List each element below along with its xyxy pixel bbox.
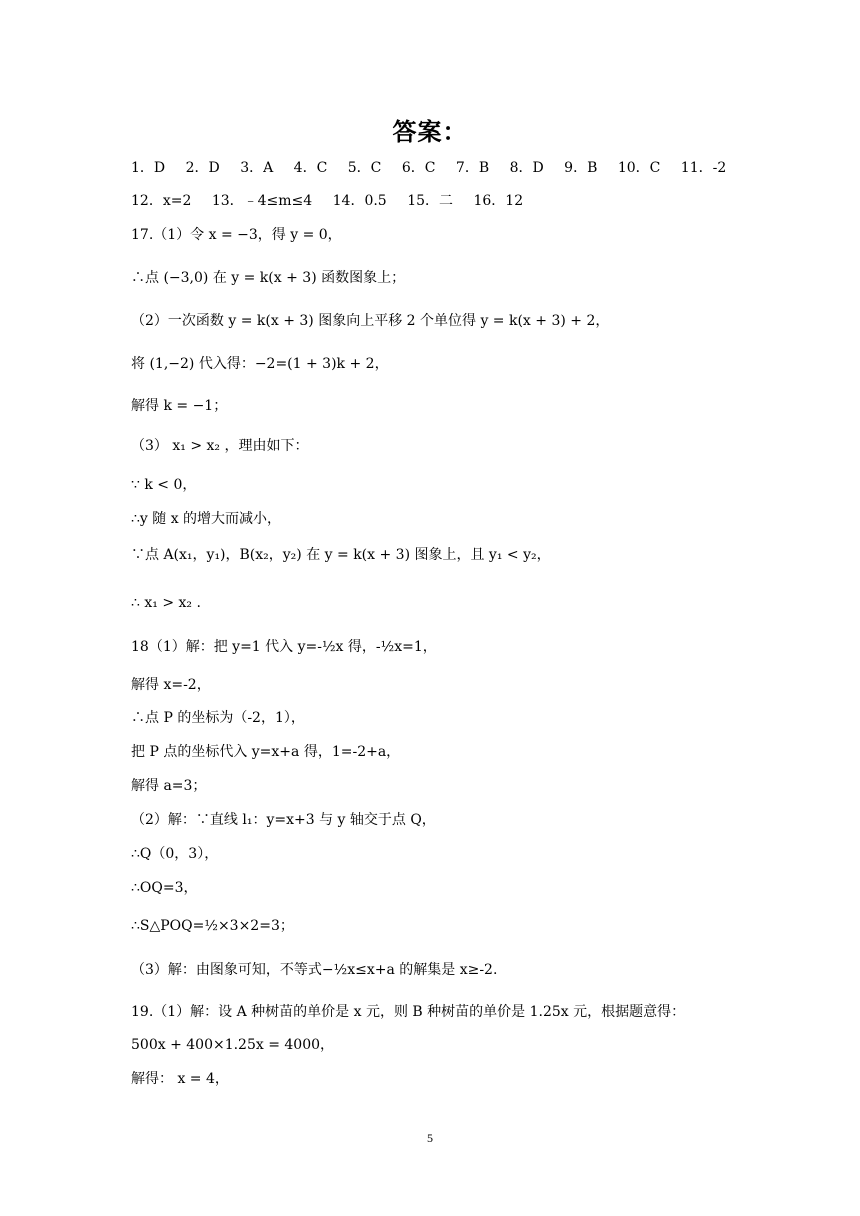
body-line: 18（1）解：把 y=1 代入 y=-½x 得，-½x=1， (131, 639, 437, 655)
answer-item: 3．A (240, 160, 274, 176)
answer-item: 10．C (617, 160, 661, 176)
answer-item: 16．12 (473, 193, 524, 209)
answer-item: 6．C (401, 160, 436, 176)
body-line: ∴S△POQ=½×3×2=3； (131, 918, 294, 934)
body-line: ∴点 P 的坐标为（-2，1）， (131, 710, 305, 726)
answer-item: 4．C (293, 160, 328, 176)
body-line: 解得 x=-2， (131, 677, 211, 693)
body-line: ∴y 随 x 的增大而减小， (131, 511, 282, 527)
body-line: （3） x₁ > x₂ ，理由如下： (131, 438, 309, 454)
answer-item: 11．-2 (680, 160, 727, 176)
body-line: （2）解：∵直线 l₁：y=x+3 与 y 轴交于点 Q， (131, 812, 436, 828)
answer-item: 15．二 (407, 193, 454, 209)
page-title: 答案： (392, 118, 468, 146)
answer-item: 8．D (509, 160, 544, 176)
answer-item: 5．C (347, 160, 382, 176)
body-line: （2）一次函数 y = k(x + 3) 图象向上平移 2 个单位得 y = k(x + 3) + 2， (131, 313, 610, 329)
answers-row-2 (131, 192, 523, 210)
body-line: ∴ x₁ > x₂ . (131, 595, 201, 611)
answer-item: 9．B (564, 160, 598, 176)
body-line: ∵ k < 0， (131, 477, 197, 493)
body-line: 解得 a=3； (131, 778, 207, 794)
answer-item: 2．D (185, 160, 220, 176)
body-line: 19.（1）解：设 A 种树苗的单价是 x 元，则 B 种树苗的单价是 1.25x 元，根据题意得： (131, 1004, 686, 1020)
body-line: ∵点 A(x₁，y₁)，B(x₂，y₂) 在 y = k(x + 3) 图象上，且 y₁ < y₂， (131, 547, 551, 563)
body-line: （3）解：由图象可知，不等式−½x≤x+a 的解集是 x≥-2. (131, 962, 498, 978)
body-line: ∴Q（0，3）， (131, 846, 219, 862)
answer-item: 7．B (455, 160, 490, 176)
body-line: ∴点 (−3,0) 在 y = k(x + 3) 函数图象上； (131, 270, 406, 286)
answer-item: 12．x=2 (131, 193, 192, 209)
body-line: 17.（1）令 x = −3，得 y = 0， (131, 227, 342, 243)
body-line: 解得 k = −1； (131, 398, 228, 414)
page-number: 5 (427, 1131, 433, 1145)
body-line: ∴OQ=3， (131, 880, 198, 896)
body-line: 解得： x = 4， (131, 1071, 229, 1087)
body-line: 将 (1,−2) 代入得：−2=(1 + 3)k + 2， (131, 356, 389, 372)
answers-row-1 (131, 159, 726, 177)
body-line: 500x + 400×1.25x = 4000， (131, 1037, 335, 1053)
answer-item: 14．0.5 (332, 193, 387, 209)
answer-item: 1．D (131, 160, 166, 176)
answer-item: 13．﹣4≤m≤4 (211, 193, 313, 209)
body-line: 把 P 点的坐标代入 y=x+a 得，1=-2+a， (131, 744, 401, 760)
